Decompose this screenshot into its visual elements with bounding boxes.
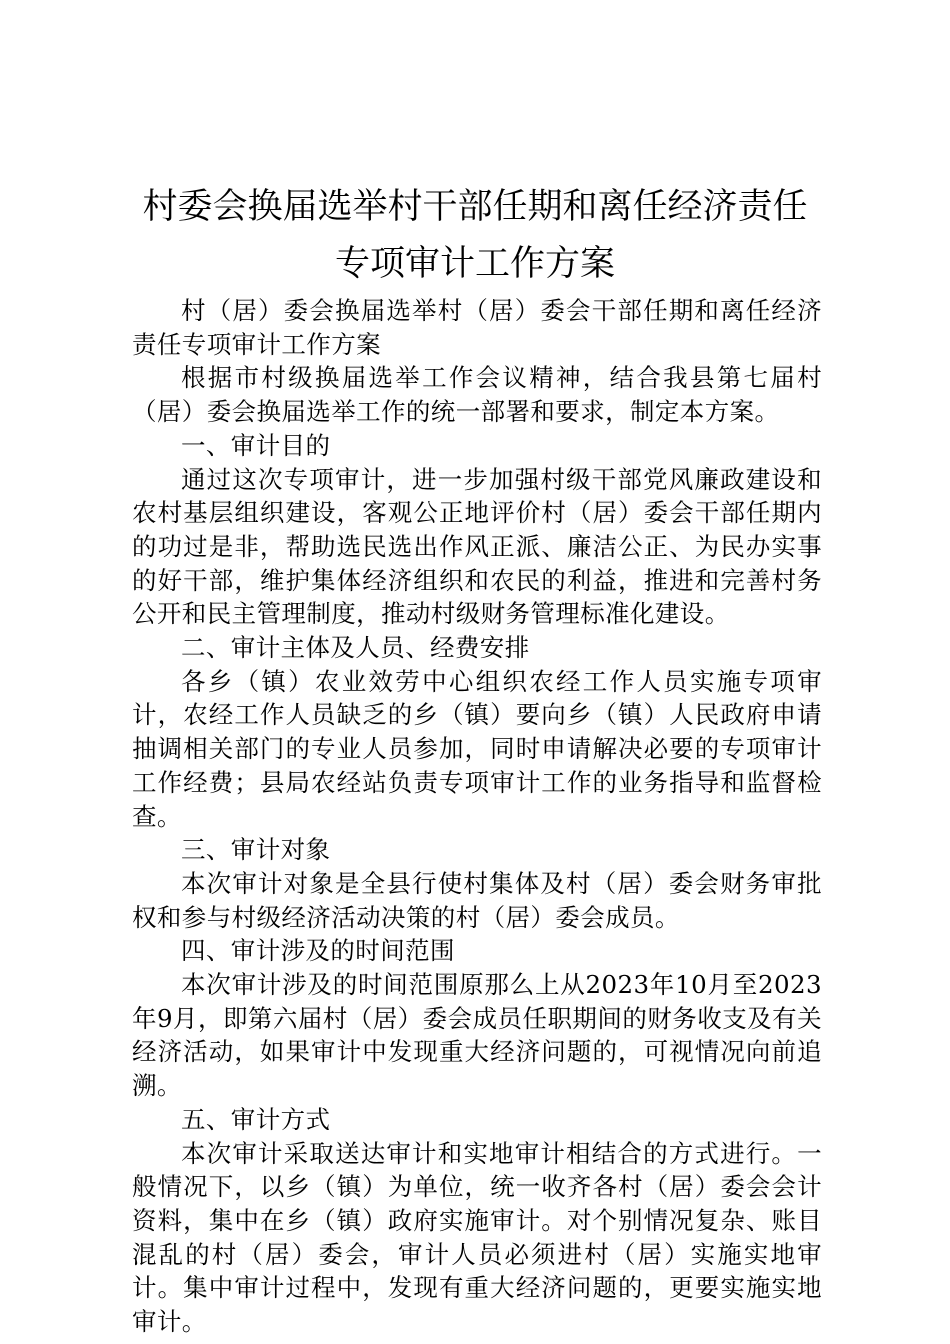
section-heading-subject: 二、审计主体及人员、经费安排: [181, 633, 530, 663]
section-heading-time-range: 四、审计涉及的时间范围: [181, 936, 455, 966]
document-title-line-2: 专项审计工作方案: [334, 244, 615, 284]
document-body: [132, 294, 822, 1339]
section-heading-object: 三、审计对象: [181, 835, 331, 865]
paragraph-basis: 根据市村级换届选举工作会议精神，结合我县第七届村（居）委会换届选举工作的统一部署和要求，制定本方案。: [132, 363, 822, 427]
section-heading-method: 五、审计方式: [181, 1104, 331, 1134]
paragraph-subject: 各乡（镇）农业效劳中心组织农经工作人员实施专项审计，农经工作人员缺乏的乡（镇）要向乡（镇）人民政府申请抽调相关部门的专业人员参加，同时申请解决必要的专项审计工作经费；县局农经站负责专项审计工作的业务指导和监督检查。: [132, 666, 822, 831]
paragraph-time-range: 本次审计涉及的时间范围原那么上从2023年10月至2023年9月，即第六届村（居）委会成员任职期间的财务收支及有关经济活动，如果审计中发现重大经济问题的，可视情况向前追溯。: [132, 970, 822, 1101]
paragraph-object: 本次审计对象是全县行使村集体及村（居）委会财务审批权和参与村级经济活动决策的村（居）委会成员。: [132, 868, 822, 932]
section-heading-purpose: 一、审计目的: [181, 430, 331, 460]
document-title-line-1: 村委会换届选举村干部任期和离任经济责任: [142, 187, 808, 227]
paragraph-subtitle: 村（居）委会换届选举村（居）委会干部任期和离任经济责任专项审计工作方案: [132, 296, 822, 359]
paragraph-purpose: 通过这次专项审计，进一步加强村级干部党风廉政建设和农村基层组织建设，客观公正地评价村（居）委会干部任期内的功过是非，帮助选民选出作风正派、廉洁公正、为民办实事的好干部，维护集体经济组织和农民的利益，推进和完善村务公开和民主管理制度，推动村级财务管理标准化建设。: [132, 464, 822, 629]
paragraph-method: 本次审计采取送达审计和实地审计相结合的方式进行。一般情况下，以乡（镇）为单位，统一收齐各村（居）委会会计资料，集中在乡（镇）政府实施审计。对个别情况复杂、账目混乱的村（居）委会，审计人员必须进村（居）实施实地审计。集中审计过程中，发现有重大经济问题的，更要实施实地审计。: [132, 1138, 822, 1337]
